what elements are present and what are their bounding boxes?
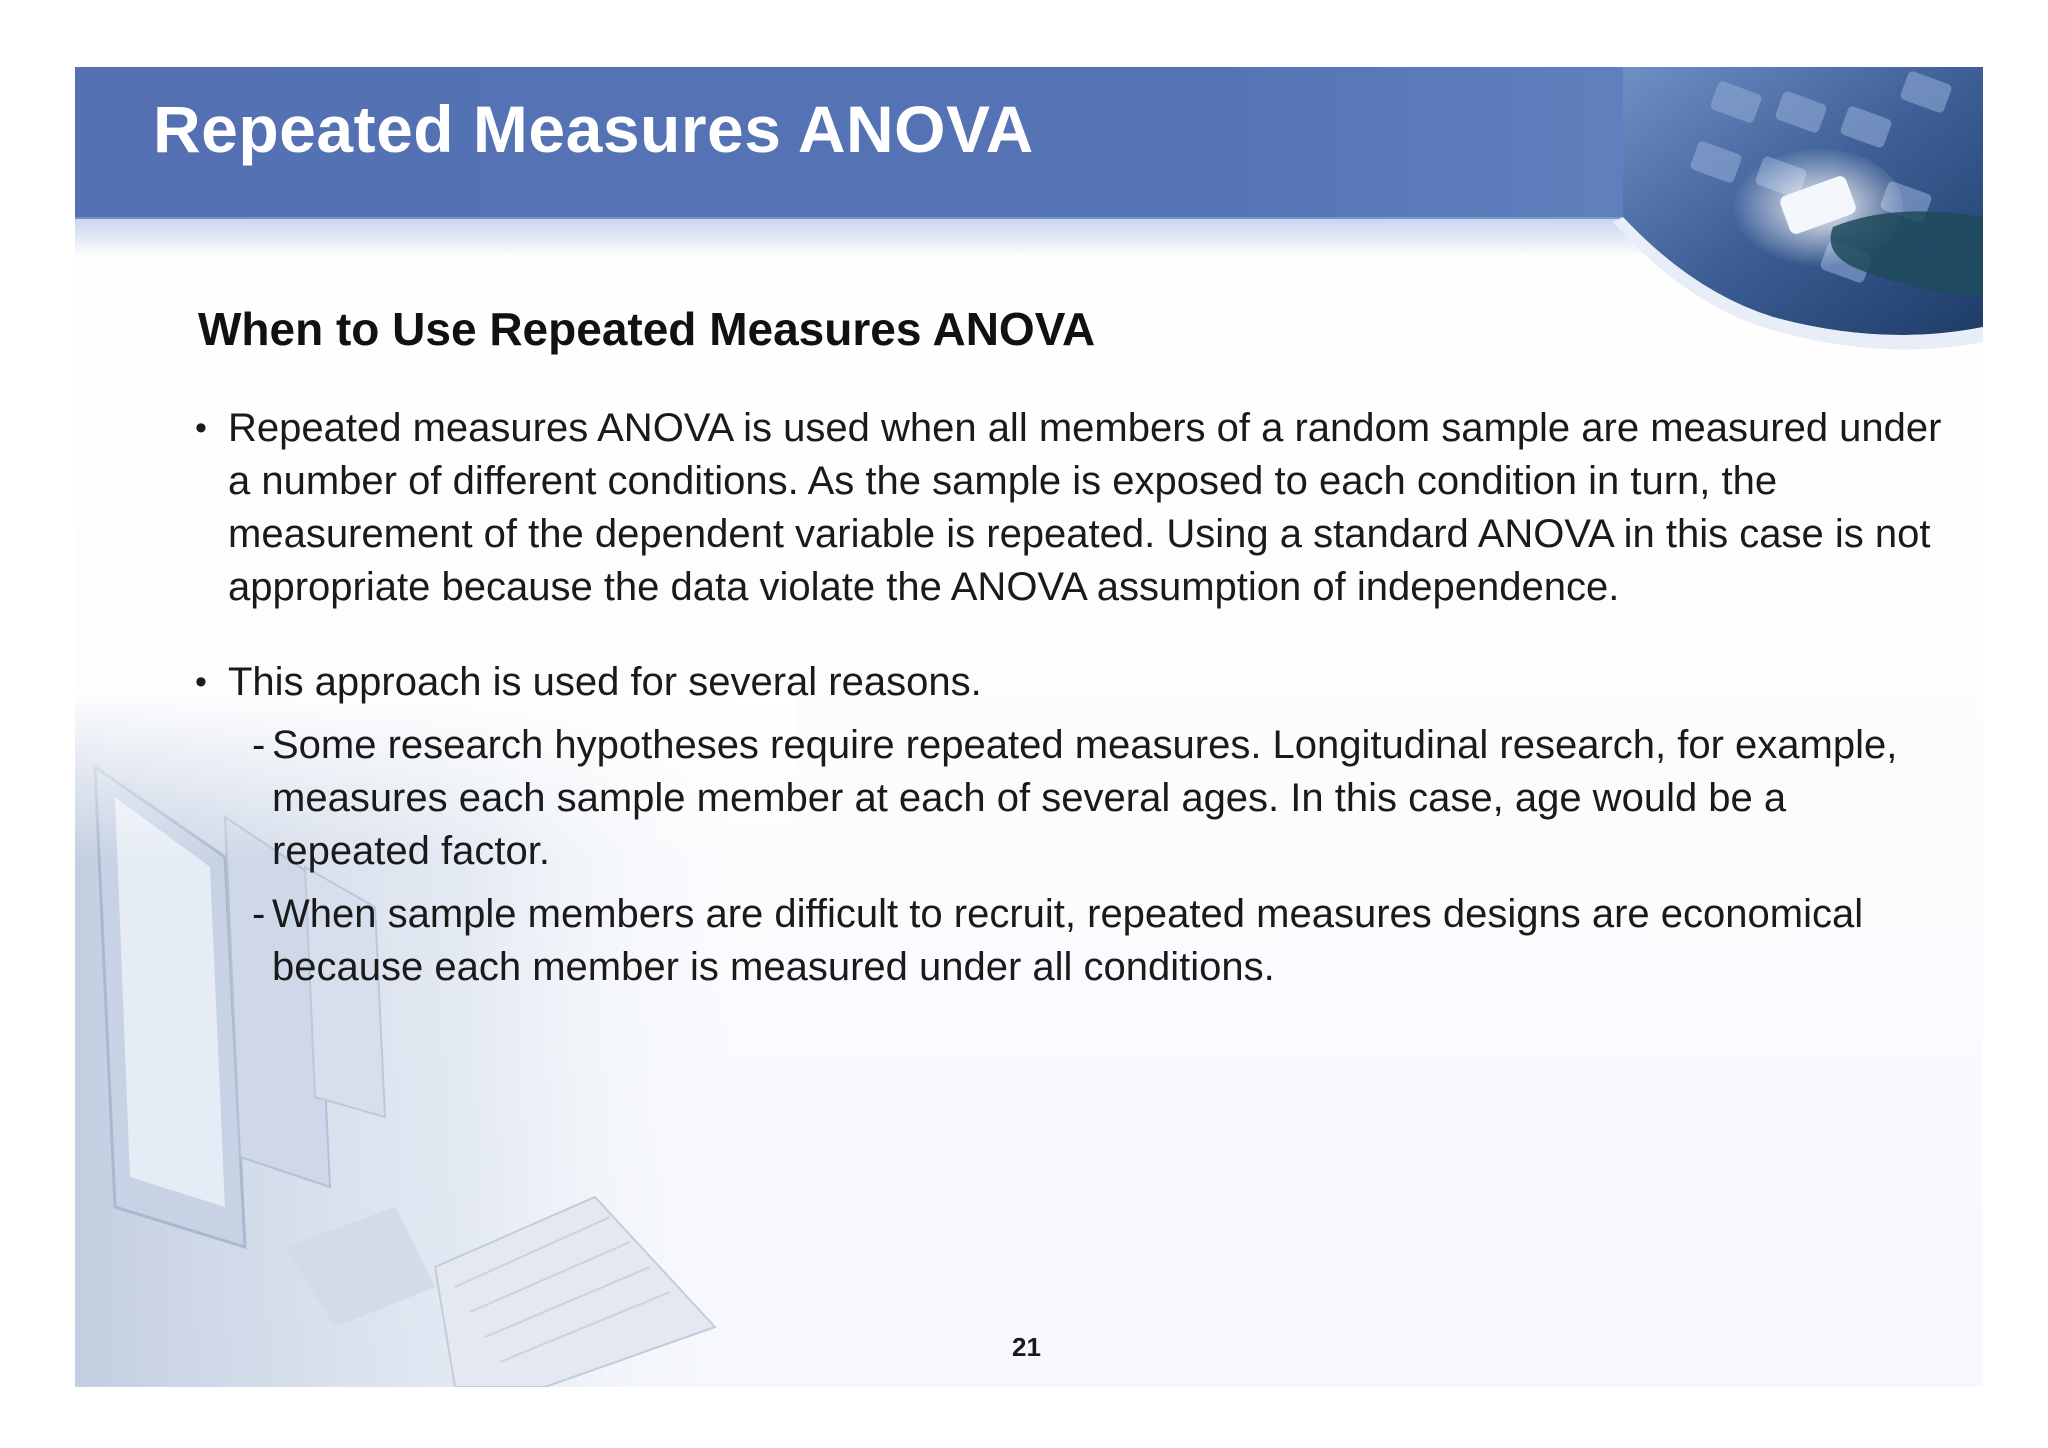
sub-bullet-item <box>195 719 1955 878</box>
bullet-text: This approach is used for several reasons. <box>228 660 982 704</box>
sub-bullet-text: Some research hypotheses require repeated measures. Longitudinal research, for example, measures each sample member at each of several ages. In this case, age would be a repeated factor. <box>272 723 1898 873</box>
keyboard-finger-image <box>1583 67 1983 367</box>
slide-title: Repeated Measures ANOVA <box>153 92 1034 166</box>
sub-bullet-dash: - <box>252 723 266 767</box>
bullet-item <box>195 656 1955 709</box>
sub-bullet-text: When sample members are difficult to recruit, repeated measures designs are economical because each member is measured under all conditions. <box>272 892 1864 989</box>
sub-bullet-item <box>195 888 1955 994</box>
bullet-item: • Repeated measures ANOVA is used when all members of a random sample are measured under a number of different conditions. As the sample is exposed to each condition in turn, the measurement of the dependent variable is repeated. Using a standard ANOVA in this case is not appropriate because the data violate the ANOVA assumption of independence. <box>195 402 1955 614</box>
sub-bullet-dash: - <box>252 892 266 936</box>
slide-subtitle: When to Use Repeated Measures ANOVA <box>198 303 1096 355</box>
slide <box>75 67 1983 1387</box>
page-number: 21 <box>1012 1332 1041 1362</box>
slide-body <box>195 402 1955 994</box>
